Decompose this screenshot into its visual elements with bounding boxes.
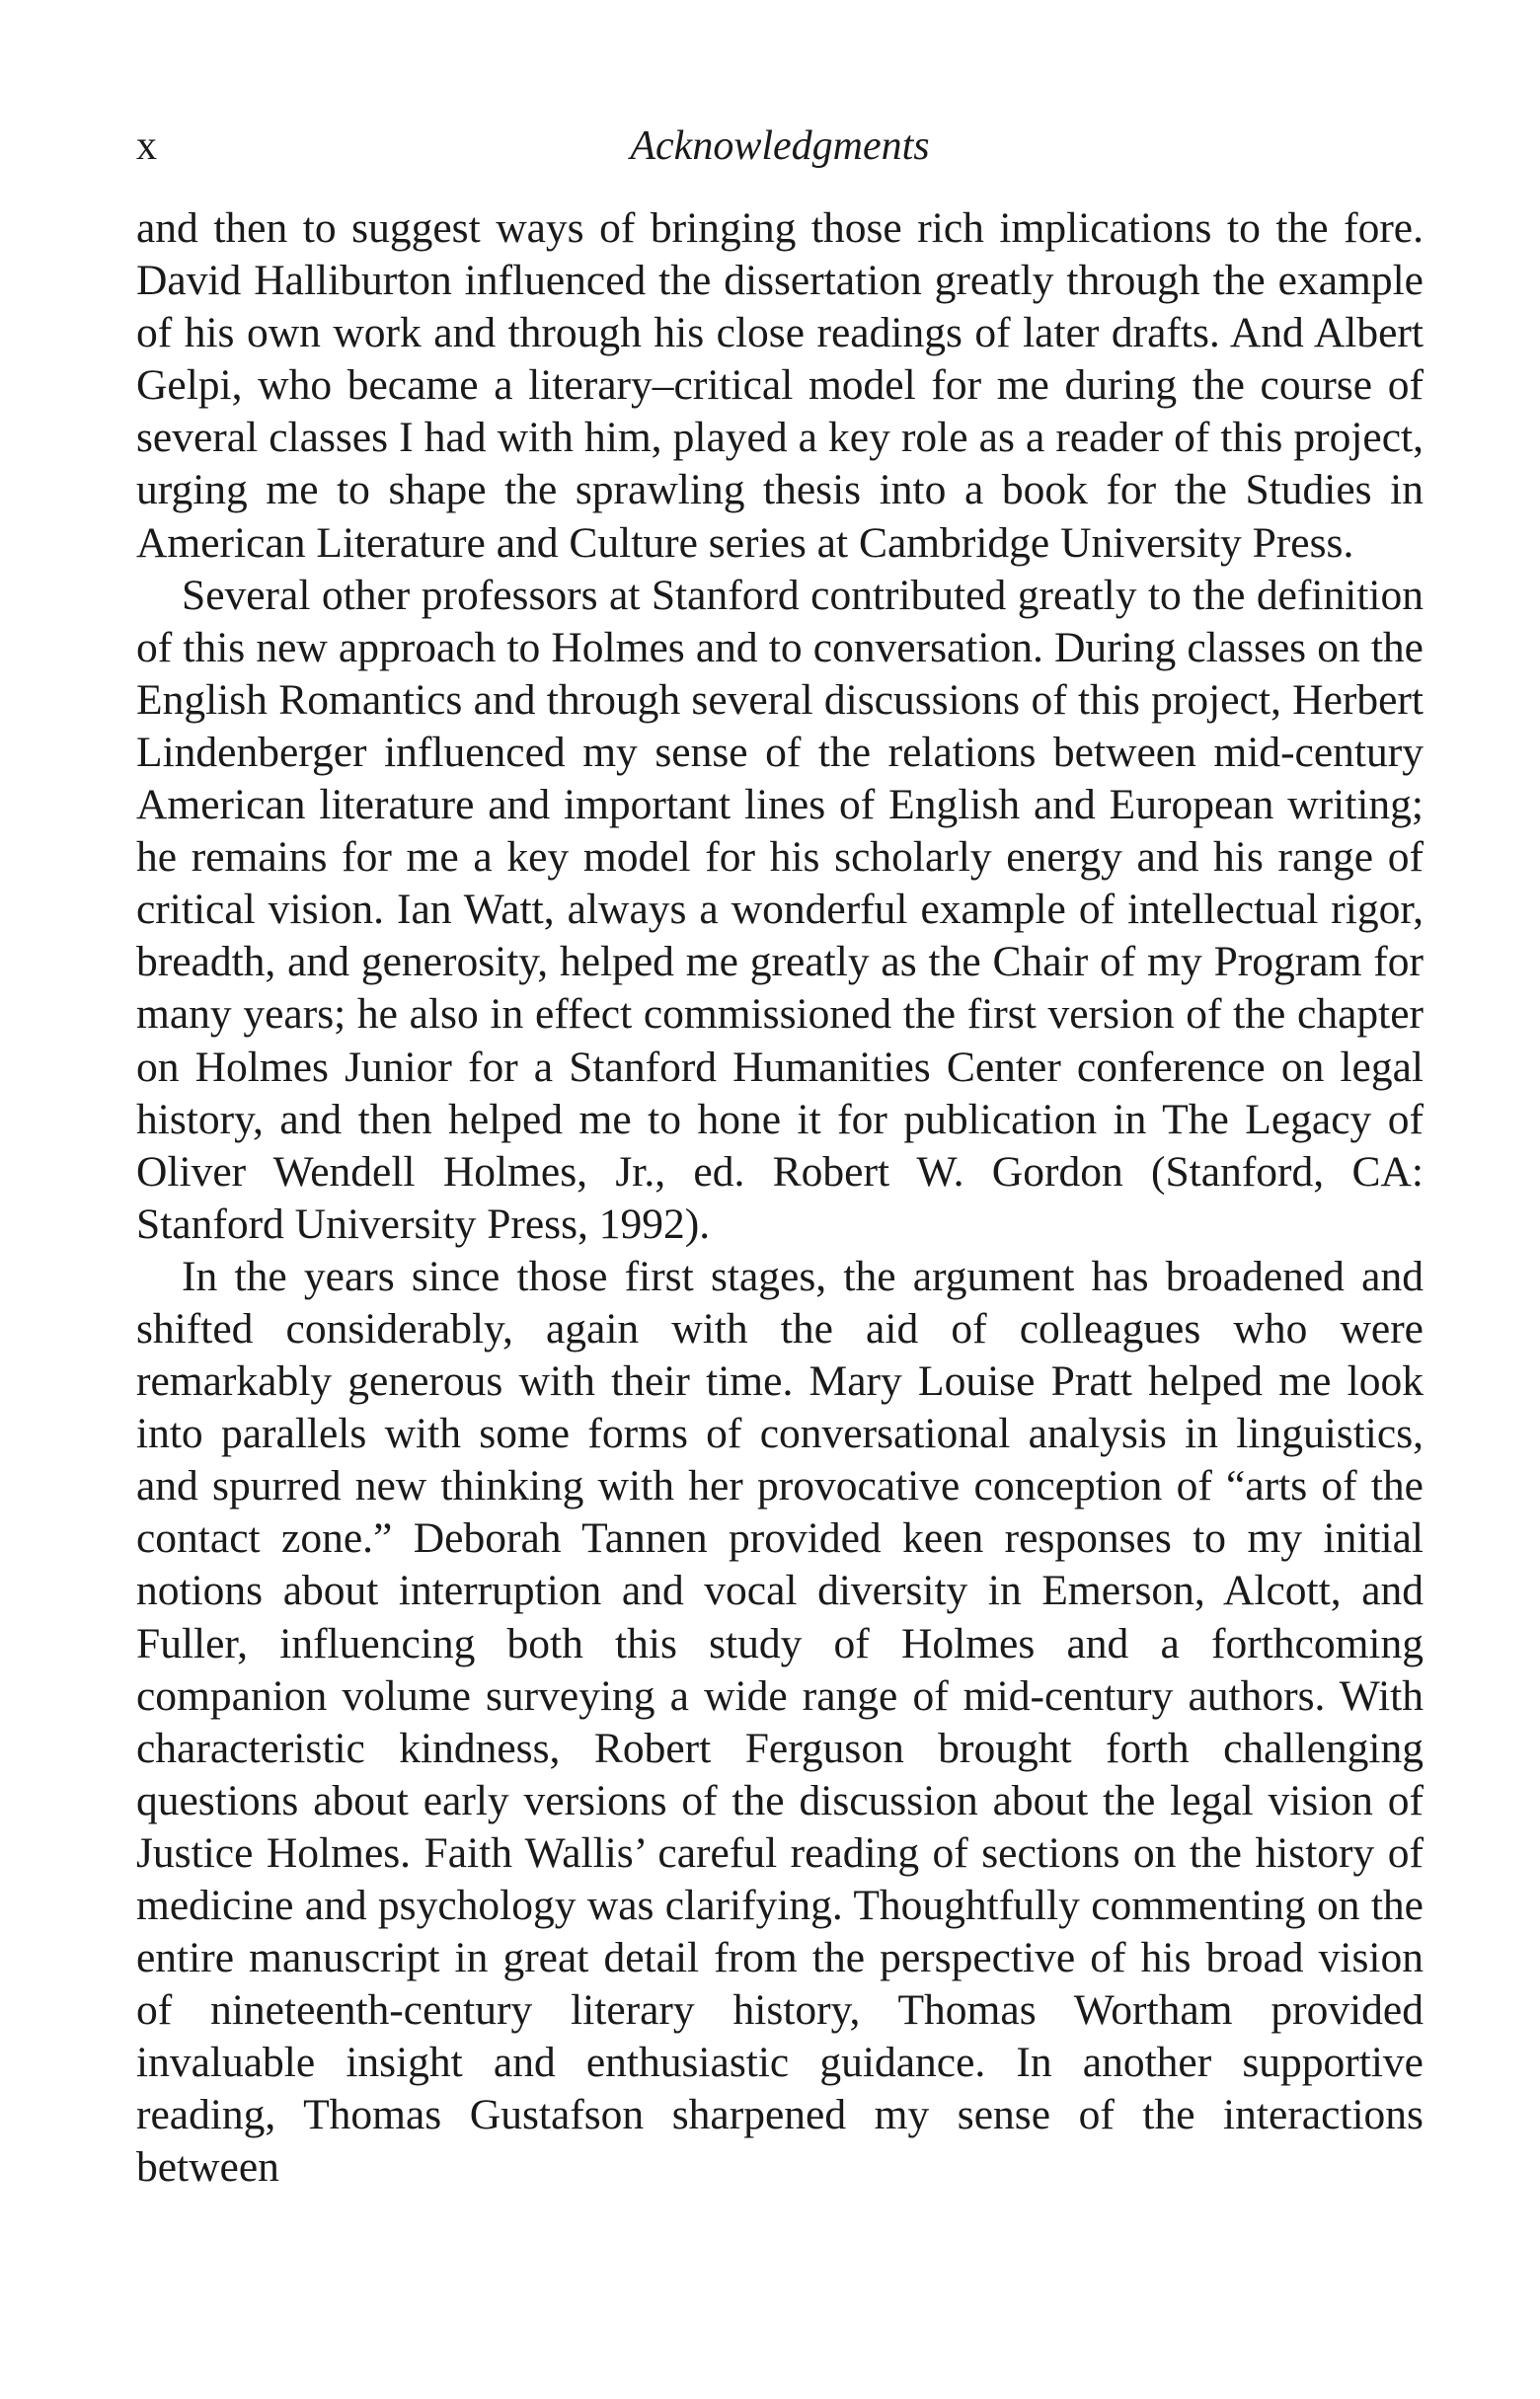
running-title: Acknowledgments [630, 123, 930, 169]
paragraph-continued: and then to suggest ways of bringing those rich implications to the fore. David Halliburton influenced the dissertation greatly through the example of his own work and through his close readings of later drafts. And Albert Gelpi, who became a literary–critical model for me during the course of several classes I had with him, played a key role as a reader of this project, urging me to shape the sprawling thesis into a book for the Studies in American Literature and Culture series at Cambridge University Press. [136, 204, 1424, 567]
paragraph: In the years since those first stages, the argument has broadened and shifted considerably, again with the aid of colleagues who were remarkably generous with their time. Mary Louise Pratt helped me look into parallels with some forms of conversational analysis in linguistics, and spurred new thinking with her provocative conception of “arts of the contact zone.” Deborah Tannen provided keen responses to my initial notions about interruption and vocal diversity in Emerson, Alcott, and Fuller, influencing both this study of Holmes and a forthcoming companion volume surveying a wide range of mid-century authors. With characteristic kindness, Robert Ferguson brought forth challenging questions about early versions of the discussion about the legal vision of Justice Holmes. Faith Wallis’ careful reading of sections on the history of medicine and psychology was clarifying. Thoughtfully commenting on the entire manuscript in great detail from the perspective of his broad vision of nineteenth-century literary history, Thomas Wortham provided invaluable insight and enthusiastic guidance. In another supportive reading, Thomas Gustafson sharpened my sense of the interactions between [136, 1252, 1424, 2192]
page-number: x [136, 123, 157, 169]
running-head [136, 116, 1424, 176]
body-text [136, 202, 1424, 2195]
paragraph: Several other professors at Stanford contributed greatly to the definition of this new approach to Holmes and to conversation. During classes on the English Romantics and through several discussions of this project, Herbert Lindenberger influenced my sense of the relations between mid-century American literature and important lines of English and European writing; he remains for me a key model for his scholarly energy and his range of critical vision. Ian Watt, always a wonderful example of intellectual rigor, breadth, and generosity, helped me greatly as the Chair of my Program for many years; he also in effect commissioned the first version of the chapter on Holmes Junior for a Stanford Humanities Center conference on legal history, and then helped me to hone it for publication in The Legacy of Oliver Wendell Holmes, Jr., ed. Robert W. Gordon (Stanford, CA: Stanford University Press, 1992). [136, 571, 1424, 1248]
